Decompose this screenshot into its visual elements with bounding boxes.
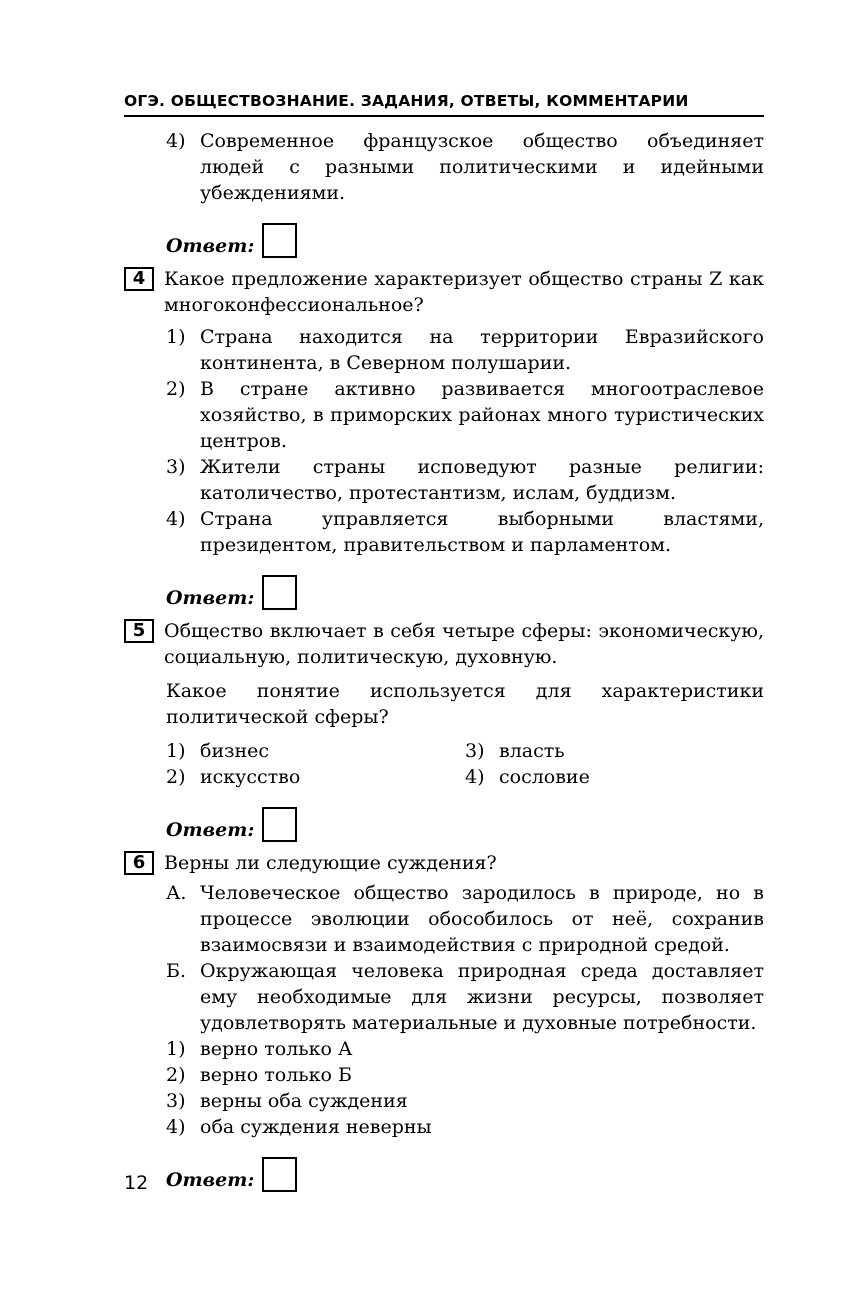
option-number: 4) [465, 766, 485, 788]
task-4-question: Какое предложение характеризует общество страны Z как многоконфессиональное? [164, 268, 764, 316]
task-6-option-2 [166, 1062, 764, 1088]
option-text: бизнес [200, 740, 270, 762]
task-6-statement-a [166, 880, 764, 958]
prev-task-option-4 [166, 128, 764, 206]
option-number: 4) [166, 508, 186, 530]
task-5-intro: Общество включает в себя четыре сферы: экономическую, социальную, политическую, духовную. [164, 620, 764, 668]
option-number: 3) [166, 1090, 186, 1112]
option-number: 1) [166, 1038, 186, 1060]
statement-letter: А. [166, 882, 187, 904]
option-text: власть [499, 740, 565, 762]
option-text: сословие [499, 766, 590, 788]
task-5-option-1 [166, 738, 465, 764]
option-number: 1) [166, 326, 186, 348]
answer-box-task-5[interactable] [262, 807, 297, 842]
task-number-badge: 5 [124, 619, 154, 643]
page-number: 12 [124, 1172, 149, 1194]
task-4 [124, 266, 764, 318]
option-number: 1) [166, 740, 186, 762]
option-text: верно только А [200, 1038, 353, 1060]
answer-box-task-4[interactable] [262, 575, 297, 610]
answer-label: Ответ: [166, 819, 255, 841]
running-header: ОГЭ. ОБЩЕСТВОЗНАНИЕ. ЗАДАНИЯ, ОТВЕТЫ, КОММЕНТАРИИ [124, 92, 689, 110]
answer-box-task-6[interactable] [262, 1157, 297, 1192]
option-text: Современное французское общество объединяет людей с разными политическими и идейными убеждениями. [200, 130, 764, 204]
task-6-statement-b [166, 958, 764, 1036]
task-6-option-3 [166, 1088, 764, 1114]
answer-row-task-6 [166, 1152, 764, 1192]
answer-row-task-5 [166, 802, 764, 842]
task-number-badge: 4 [124, 267, 154, 291]
option-text: искусство [200, 766, 301, 788]
answer-row-task-4 [166, 570, 764, 610]
option-text: оба суждения неверны [200, 1116, 432, 1138]
task-5 [124, 618, 764, 670]
option-number: 3) [465, 740, 485, 762]
task-4-option-1 [166, 324, 764, 376]
answer-box-prev[interactable] [262, 223, 297, 258]
answer-row-prev [166, 218, 764, 258]
task-6-question: Верны ли следующие суждения? [164, 852, 497, 874]
statement-text: Человеческое общество зародилось в природе, но в процессе эволюции обособилось от неё, сохранив взаимосвязи и взаимодействия с природной средой. [200, 882, 764, 956]
task-5-option-2 [166, 764, 465, 790]
option-text: Страна находится на территории Евразийского континента, в Северном полушарии. [200, 326, 764, 374]
option-text: верно только Б [200, 1064, 352, 1086]
option-text: Жители страны исповедуют разные религии: католичество, протестантизм, ислам, буддизм. [200, 456, 764, 504]
option-text: Страна управляется выборными властями, президентом, правительством и парламентом. [200, 508, 764, 556]
task-6 [124, 850, 764, 876]
task-6-option-1 [166, 1036, 764, 1062]
option-text: В стране активно развивается многоотраслевое хозяйство, в приморских районах много туристических центров. [200, 378, 764, 452]
task-5-option-3 [465, 738, 764, 764]
option-number: 2) [166, 1064, 186, 1086]
header-divider [124, 115, 764, 117]
option-number: 3) [166, 456, 186, 478]
statement-letter: Б. [166, 960, 187, 982]
statement-text: Окружающая человека природная среда доставляет ему необходимые для жизни ресурсы, позволяет удовлетворять материальные и духовные потребности. [200, 960, 764, 1034]
option-number: 4) [166, 1116, 186, 1138]
page-content [124, 128, 764, 1192]
option-text: верны оба суждения [200, 1090, 408, 1112]
answer-label: Ответ: [166, 587, 255, 609]
task-4-option-4 [166, 506, 764, 558]
task-5-question: Какое понятие используется для характеристики политической сферы? [166, 680, 764, 728]
task-5-options [166, 738, 764, 790]
answer-label: Ответ: [166, 1169, 255, 1191]
option-number: 2) [166, 766, 186, 788]
option-number: 2) [166, 378, 186, 400]
task-4-option-2 [166, 376, 764, 454]
option-number: 4) [166, 130, 186, 152]
task-5-option-4 [465, 764, 764, 790]
answer-label: Ответ: [166, 235, 255, 257]
task-number-badge: 6 [124, 851, 154, 875]
task-4-option-3 [166, 454, 764, 506]
task-6-option-4 [166, 1114, 764, 1140]
